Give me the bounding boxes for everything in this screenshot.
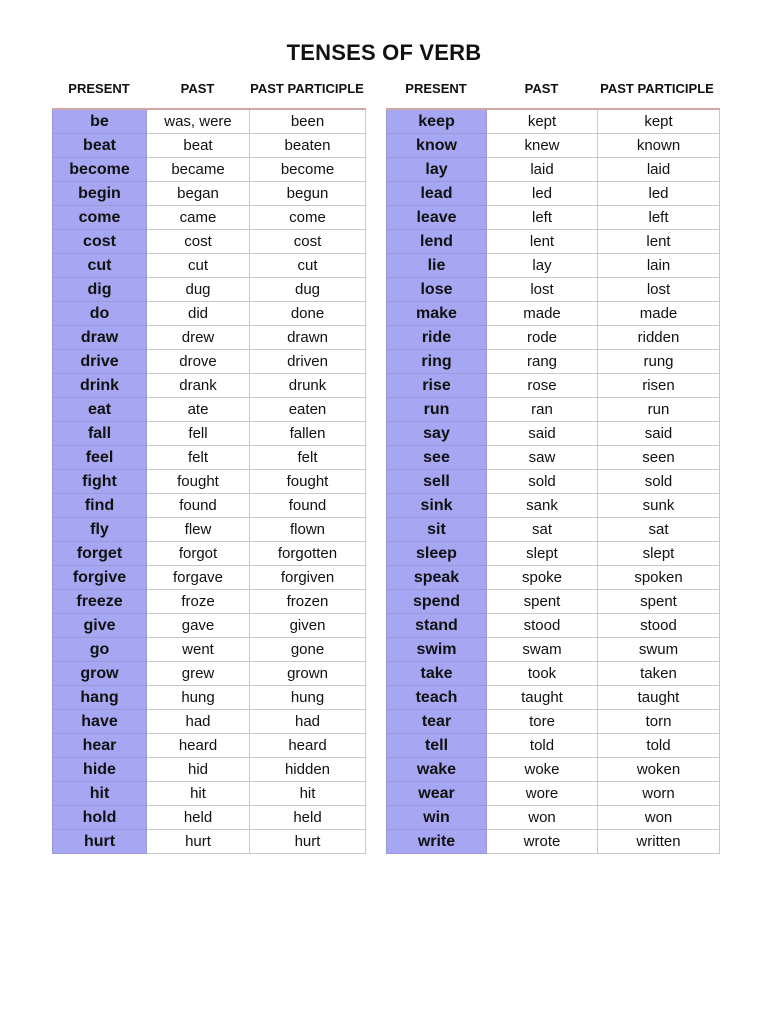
present-cell: stand [387, 614, 487, 638]
table-row [387, 374, 720, 398]
present-cell: win [387, 806, 487, 830]
present-cell: lead [387, 182, 487, 206]
present-cell: cost [53, 230, 147, 254]
table-row [53, 782, 366, 806]
table-row [387, 566, 720, 590]
table-row [387, 350, 720, 374]
past-participle-cell: run [598, 398, 720, 422]
table-row [387, 326, 720, 350]
past-cell: laid [487, 158, 598, 182]
table-row [387, 662, 720, 686]
past-cell: drank [147, 374, 250, 398]
table-row [53, 494, 366, 518]
table-row [387, 302, 720, 326]
past-cell: hung [147, 686, 250, 710]
table-row [53, 734, 366, 758]
past-cell: forgot [147, 542, 250, 566]
present-cell: come [53, 206, 147, 230]
past-cell: began [147, 182, 250, 206]
table-row [53, 230, 366, 254]
past-participle-cell: frozen [250, 590, 366, 614]
past-participle-cell: come [250, 206, 366, 230]
past-cell: saw [487, 446, 598, 470]
past-participle-cell: cut [250, 254, 366, 278]
table-row [387, 686, 720, 710]
past-cell: heard [147, 734, 250, 758]
present-cell: write [387, 830, 487, 854]
table-row [387, 494, 720, 518]
present-cell: keep [387, 109, 487, 134]
present-cell: drive [53, 350, 147, 374]
header-past-left: PAST [180, 81, 215, 96]
table-row [387, 134, 720, 158]
past-cell: fought [147, 470, 250, 494]
past-cell: took [487, 662, 598, 686]
table-row [53, 350, 366, 374]
table-row [53, 806, 366, 830]
present-cell: go [53, 638, 147, 662]
present-cell: beat [53, 134, 147, 158]
past-participle-cell: forgiven [250, 566, 366, 590]
header-present-left: PRESENT [68, 81, 130, 96]
past-participle-cell: found [250, 494, 366, 518]
past-participle-cell: led [598, 182, 720, 206]
header-past-right: PAST [524, 81, 559, 96]
past-participle-cell: spoken [598, 566, 720, 590]
present-cell: wake [387, 758, 487, 782]
past-cell: left [487, 206, 598, 230]
table-row [387, 806, 720, 830]
table-row [387, 782, 720, 806]
present-cell: hide [53, 758, 147, 782]
past-cell: wore [487, 782, 598, 806]
table-row [53, 206, 366, 230]
present-cell: lose [387, 278, 487, 302]
present-cell: lay [387, 158, 487, 182]
past-participle-cell: forgotten [250, 542, 366, 566]
table-row [53, 422, 366, 446]
table-row [387, 398, 720, 422]
past-participle-cell: told [598, 734, 720, 758]
past-cell: lay [487, 254, 598, 278]
present-cell: leave [387, 206, 487, 230]
table-row [53, 566, 366, 590]
past-cell: rang [487, 350, 598, 374]
table-row [387, 470, 720, 494]
past-cell: grew [147, 662, 250, 686]
past-participle-cell: fought [250, 470, 366, 494]
present-cell: hear [53, 734, 147, 758]
past-cell: spoke [487, 566, 598, 590]
past-cell: knew [487, 134, 598, 158]
past-participle-cell: torn [598, 710, 720, 734]
table-row [53, 758, 366, 782]
table-row [53, 542, 366, 566]
page-title: TENSES OF VERB [286, 40, 482, 65]
table-row [387, 446, 720, 470]
past-participle-cell: swum [598, 638, 720, 662]
past-cell: stood [487, 614, 598, 638]
present-cell: forgive [53, 566, 147, 590]
past-cell: hurt [147, 830, 250, 854]
past-cell: kept [487, 109, 598, 134]
present-cell: fight [53, 470, 147, 494]
table-row [53, 182, 366, 206]
present-cell: lend [387, 230, 487, 254]
present-cell: ring [387, 350, 487, 374]
past-cell: cost [147, 230, 250, 254]
past-cell: spent [487, 590, 598, 614]
past-cell: felt [147, 446, 250, 470]
past-participle-cell: drunk [250, 374, 366, 398]
table-row [53, 830, 366, 854]
present-cell: drink [53, 374, 147, 398]
past-cell: taught [487, 686, 598, 710]
table-row [53, 614, 366, 638]
table-row [387, 710, 720, 734]
past-participle-cell: ridden [598, 326, 720, 350]
past-participle-cell: been [250, 109, 366, 134]
table-row [53, 302, 366, 326]
present-cell: sink [387, 494, 487, 518]
present-cell: eat [53, 398, 147, 422]
table-row [387, 758, 720, 782]
present-cell: cut [53, 254, 147, 278]
present-cell: tell [387, 734, 487, 758]
table-row [387, 278, 720, 302]
table-row [53, 446, 366, 470]
past-cell: came [147, 206, 250, 230]
present-cell: wear [387, 782, 487, 806]
present-cell: hurt [53, 830, 147, 854]
present-cell: become [53, 158, 147, 182]
present-cell: have [53, 710, 147, 734]
past-participle-cell: had [250, 710, 366, 734]
past-cell: hid [147, 758, 250, 782]
past-cell: found [147, 494, 250, 518]
present-cell: sleep [387, 542, 487, 566]
past-cell: went [147, 638, 250, 662]
past-participle-cell: risen [598, 374, 720, 398]
past-participle-cell: eaten [250, 398, 366, 422]
past-participle-cell: dug [250, 278, 366, 302]
present-cell: take [387, 662, 487, 686]
past-cell: swam [487, 638, 598, 662]
present-cell: do [53, 302, 147, 326]
header-past-participle-left: PAST PARTICIPLE [250, 81, 364, 96]
table-row [53, 686, 366, 710]
past-cell: wrote [487, 830, 598, 854]
present-cell: tear [387, 710, 487, 734]
table-row [53, 710, 366, 734]
verb-table-right [386, 108, 720, 854]
table-row [387, 254, 720, 278]
past-cell: was, were [147, 109, 250, 134]
table-row [387, 206, 720, 230]
past-participle-cell: done [250, 302, 366, 326]
table-row [53, 134, 366, 158]
past-cell: ran [487, 398, 598, 422]
past-participle-cell: given [250, 614, 366, 638]
past-cell: dug [147, 278, 250, 302]
past-participle-cell: held [250, 806, 366, 830]
past-participle-cell: stood [598, 614, 720, 638]
past-cell: flew [147, 518, 250, 542]
past-cell: fell [147, 422, 250, 446]
present-cell: hang [53, 686, 147, 710]
past-participle-cell: lost [598, 278, 720, 302]
present-cell: feel [53, 446, 147, 470]
past-cell: forgave [147, 566, 250, 590]
table-row [53, 109, 366, 134]
header-present-right: PRESENT [405, 81, 467, 96]
table-row [53, 662, 366, 686]
past-participle-cell: cost [250, 230, 366, 254]
present-cell: lie [387, 254, 487, 278]
table-row [53, 398, 366, 422]
present-cell: rise [387, 374, 487, 398]
past-participle-cell: felt [250, 446, 366, 470]
table-row [387, 614, 720, 638]
past-participle-cell: laid [598, 158, 720, 182]
past-participle-cell: taken [598, 662, 720, 686]
past-participle-cell: drawn [250, 326, 366, 350]
past-participle-cell: slept [598, 542, 720, 566]
past-participle-cell: begun [250, 182, 366, 206]
past-participle-cell: rung [598, 350, 720, 374]
past-participle-cell: grown [250, 662, 366, 686]
header-past-participle-right: PAST PARTICIPLE [600, 81, 714, 96]
table-row [387, 109, 720, 134]
table-row [387, 182, 720, 206]
past-cell: woke [487, 758, 598, 782]
past-participle-cell: taught [598, 686, 720, 710]
present-cell: grow [53, 662, 147, 686]
present-cell: give [53, 614, 147, 638]
past-participle-cell: hurt [250, 830, 366, 854]
present-cell: speak [387, 566, 487, 590]
past-participle-cell: said [598, 422, 720, 446]
past-cell: did [147, 302, 250, 326]
present-cell: spend [387, 590, 487, 614]
verb-table-left [52, 108, 366, 854]
table-row [53, 326, 366, 350]
table-row [387, 158, 720, 182]
past-participle-cell: flown [250, 518, 366, 542]
past-participle-cell: become [250, 158, 366, 182]
table-row [387, 542, 720, 566]
table-row [53, 590, 366, 614]
past-cell: slept [487, 542, 598, 566]
past-participle-cell: sat [598, 518, 720, 542]
past-participle-cell: left [598, 206, 720, 230]
past-cell: told [487, 734, 598, 758]
past-cell: froze [147, 590, 250, 614]
past-cell: sold [487, 470, 598, 494]
past-cell: had [147, 710, 250, 734]
past-cell: rose [487, 374, 598, 398]
past-participle-cell: fallen [250, 422, 366, 446]
past-participle-cell: lain [598, 254, 720, 278]
present-cell: find [53, 494, 147, 518]
past-participle-cell: made [598, 302, 720, 326]
past-cell: ate [147, 398, 250, 422]
present-cell: ride [387, 326, 487, 350]
table-row [53, 470, 366, 494]
past-cell: drew [147, 326, 250, 350]
past-cell: made [487, 302, 598, 326]
table-row [53, 638, 366, 662]
past-participle-cell: sold [598, 470, 720, 494]
past-cell: sat [487, 518, 598, 542]
present-cell: say [387, 422, 487, 446]
past-cell: hit [147, 782, 250, 806]
table-row [387, 230, 720, 254]
past-participle-cell: won [598, 806, 720, 830]
past-participle-cell: driven [250, 350, 366, 374]
present-cell: dig [53, 278, 147, 302]
past-cell: sank [487, 494, 598, 518]
past-participle-cell: lent [598, 230, 720, 254]
present-cell: sit [387, 518, 487, 542]
past-cell: lost [487, 278, 598, 302]
past-cell: tore [487, 710, 598, 734]
table-row [387, 830, 720, 854]
present-cell: hit [53, 782, 147, 806]
past-cell: won [487, 806, 598, 830]
past-participle-cell: hidden [250, 758, 366, 782]
table-row [53, 278, 366, 302]
present-cell: make [387, 302, 487, 326]
past-participle-cell: sunk [598, 494, 720, 518]
table-row [387, 638, 720, 662]
past-participle-cell: hit [250, 782, 366, 806]
present-cell: see [387, 446, 487, 470]
past-cell: held [147, 806, 250, 830]
present-cell: sell [387, 470, 487, 494]
present-cell: swim [387, 638, 487, 662]
past-participle-cell: spent [598, 590, 720, 614]
past-cell: became [147, 158, 250, 182]
past-cell: drove [147, 350, 250, 374]
past-participle-cell: woken [598, 758, 720, 782]
present-cell: fly [53, 518, 147, 542]
present-cell: be [53, 109, 147, 134]
past-participle-cell: heard [250, 734, 366, 758]
past-participle-cell: known [598, 134, 720, 158]
table-row [387, 422, 720, 446]
past-participle-cell: kept [598, 109, 720, 134]
present-cell: forget [53, 542, 147, 566]
table-row [387, 590, 720, 614]
past-participle-cell: beaten [250, 134, 366, 158]
past-participle-cell: worn [598, 782, 720, 806]
past-cell: led [487, 182, 598, 206]
present-cell: teach [387, 686, 487, 710]
past-cell: gave [147, 614, 250, 638]
past-participle-cell: seen [598, 446, 720, 470]
past-cell: lent [487, 230, 598, 254]
table-row [53, 518, 366, 542]
present-cell: know [387, 134, 487, 158]
table-row [53, 158, 366, 182]
present-cell: begin [53, 182, 147, 206]
table-row [53, 374, 366, 398]
past-participle-cell: hung [250, 686, 366, 710]
past-participle-cell: written [598, 830, 720, 854]
table-row [387, 518, 720, 542]
past-participle-cell: gone [250, 638, 366, 662]
past-cell: rode [487, 326, 598, 350]
present-cell: freeze [53, 590, 147, 614]
present-cell: draw [53, 326, 147, 350]
present-cell: hold [53, 806, 147, 830]
past-cell: said [487, 422, 598, 446]
present-cell: run [387, 398, 487, 422]
past-cell: beat [147, 134, 250, 158]
table-row [53, 254, 366, 278]
table-row [387, 734, 720, 758]
past-cell: cut [147, 254, 250, 278]
present-cell: fall [53, 422, 147, 446]
